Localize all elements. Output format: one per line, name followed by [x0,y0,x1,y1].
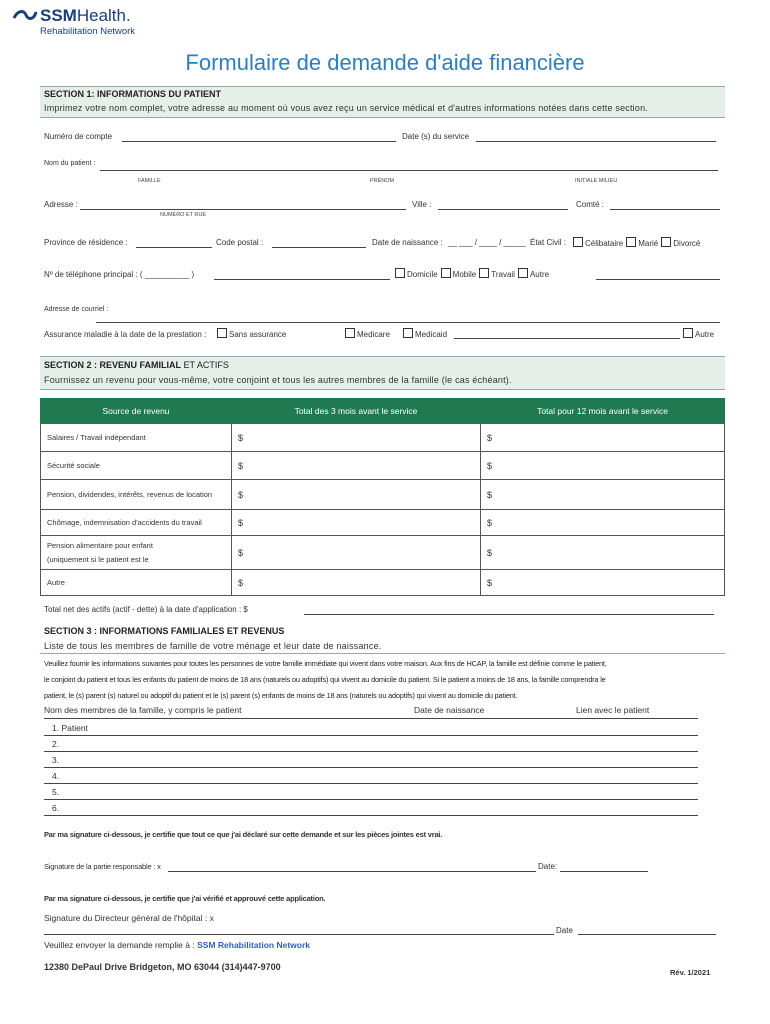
logo-mark-icon [12,8,38,22]
income-source: Sécurité sociale [41,452,232,480]
approval-text: Par ma signature ci-dessous, je certifie que j'ai vérifié et approuvé cette application. [44,894,326,903]
section3-title: SECTION 3 : INFORMATIONS FAMILIALES ET REVENUS [44,626,285,636]
insurance-label: Assurance maladie à la date de la prestation : [44,330,207,339]
income-source: Chômage, indemnisation d'accidents du travail [41,510,232,536]
divorced-checkbox[interactable] [661,237,671,247]
divorced-label: Divorcé [673,239,701,248]
section2-title: SECTION 2 : REVENU FAMILIAL ET ACTIFS [44,360,229,370]
civil-label: État Civil : [530,238,567,247]
income-source-line2: (uniquement si le patient est le [47,555,149,564]
definition-line: Veuillez fournir les informations suivantes pour toutes les personnes de votre famille immédiate qui vivent dans votre maison. Aux fins de HCAP, la famille est définie comme le patient, [44,659,607,668]
director-date-label: Date [556,926,573,935]
street-caption: NUMÉRO ET RUE [160,212,207,218]
uninsured-checkbox[interactable] [217,328,227,338]
mobile-checkbox[interactable] [441,268,451,278]
section2-subtitle: Fournissez un revenu pour vous-même, votre conjoint et tous les autres membres de la famille (le cas échéant). [44,375,512,385]
income-table-header [41,399,725,424]
amount-12-months[interactable]: $ [481,570,725,596]
list-item: 1. Patient [52,723,88,733]
medicare-option [342,328,390,339]
county-input[interactable] [610,209,720,210]
amount-12-months[interactable]: $ [481,510,725,536]
list-item: 2. [52,739,60,749]
logo-subtitle: Rehabilitation Network [40,26,136,37]
col-members: Nom des membres de la famille, y compris le patient [44,705,242,715]
home-label: Domicile [407,270,438,279]
family-caption: FAMILLE [138,178,161,184]
certification-text: Par ma signature ci-dessous, je certifie que tout ce que j'ai déclaré sur cette demande et sur les pièces jointes est vrai. [44,830,443,839]
send-to-link[interactable]: SSM Rehabilitation Network [197,940,310,950]
page-title: Formulaire de demande d'aide financière [185,50,585,75]
header-3-months: Total des 3 mois avant le service [232,399,481,424]
postal-input[interactable] [272,247,366,248]
other-phone-label: Autre [529,270,550,279]
other-insurance-option [680,328,714,339]
medicaid-checkbox[interactable] [403,328,413,338]
birth-input[interactable]: __ ___ / ____ / _____ [448,238,526,247]
amount-12-months[interactable]: $ [481,536,725,570]
single-checkbox[interactable] [573,237,583,247]
county-label: Comté : [576,200,605,209]
list-item: 6. [52,803,60,813]
income-source-line1: Pension alimentaire pour enfant [47,541,153,550]
income-source: Autre [41,570,232,596]
mailing-address: 12380 DePaul Drive Bridgeton, MO 63044 (314)447-9700 [44,962,281,972]
family-definition [44,656,734,704]
single-label: Célibataire [585,239,624,248]
signature-date-label: Date: [538,862,558,871]
uninsured-label: Sans assurance [229,330,287,339]
account-input[interactable] [122,141,396,142]
other-phone-checkbox[interactable] [518,268,528,278]
amount-12-months[interactable]: $ [481,424,725,452]
email-label: Adresse de courriel : [44,306,109,313]
income-source: Pension, dividendes, intérêts, revenus de location [41,480,232,510]
signature-date-input[interactable] [560,871,648,872]
medicaid-label: Medicaid [415,330,448,339]
email-input[interactable] [96,322,720,323]
amount-3-months[interactable]: $ [232,480,481,510]
section1-title: SECTION 1: INFORMATIONS DU PATIENT [44,89,221,99]
account-label: Numéro de compte [44,132,113,141]
home-checkbox[interactable] [395,268,405,278]
amount-12-months[interactable]: $ [481,452,725,480]
logo-name: SSMHealth. [40,6,131,25]
work-label: Travail [491,270,515,279]
patient-name-input[interactable] [100,170,718,171]
married-checkbox[interactable] [626,237,636,247]
income-source [41,536,232,570]
director-signature-input[interactable] [44,934,554,935]
definition-line: le conjoint du patient et tous les enfants du patient de moins de 18 ans (naturels ou adoptifs) qui vivent au domicile du patient. Si le patient a moins de 18 ans, la famille comprendra le [44,675,606,684]
middle-caption: INITIALE MILIEU [575,178,618,184]
responsible-signature-input[interactable] [168,871,536,872]
section1-header [40,86,725,118]
section1-subtitle: Imprimez votre nom complet, votre adresse au moment où vous avez reçu un service médical et d'autres informations notées dans cette section. [44,103,648,113]
member-line[interactable] [44,751,698,752]
other-insurance-label: Autre [695,330,715,339]
amount-3-months[interactable]: $ [232,570,481,596]
table-row [41,452,725,480]
amount-3-months[interactable]: $ [232,536,481,570]
send-instruction [44,940,310,950]
table-row [41,510,725,536]
member-line[interactable] [44,718,698,719]
income-table [40,398,725,596]
list-item: 3. [52,755,60,765]
section3-subtitle: Liste de tous les membres de famille de votre ménage et leur date de naissance. [44,641,382,651]
medicare-checkbox[interactable] [345,328,355,338]
member-line[interactable] [44,735,698,736]
address-input[interactable] [80,209,406,210]
net-assets-label: Total net des actifs (actif - dette) à la date d'application : $ [44,605,248,614]
col-link: Lien avec le patient [576,705,650,715]
mobile-label: Mobile [452,270,477,279]
province-input[interactable] [136,247,212,248]
member-line[interactable] [44,783,698,784]
medicare-label: Medicare [357,330,390,339]
civil-options [570,237,700,248]
uninsured-option [214,328,286,339]
service-date-label: Date (s) du service [402,132,470,141]
amount-3-months[interactable]: $ [232,510,481,536]
member-line[interactable] [44,767,698,768]
revision-label: Rév. 1/2021 [670,968,711,977]
list-item: 5. [52,787,60,797]
send-label: Veuillez envoyer la demande remplie à : [44,940,195,950]
income-source: Salaires / Travail indépendant [41,424,232,452]
amount-3-months[interactable]: $ [232,452,481,480]
postal-label: Code postal : [216,238,264,247]
member-line[interactable] [44,815,698,816]
work-checkbox[interactable] [479,268,489,278]
logo [10,6,152,44]
birth-label: Date de naissance : [372,238,443,247]
other-insurance-checkbox[interactable] [683,328,693,338]
phone-type-options [392,268,549,279]
header-source: Source de revenu [41,399,232,424]
table-row [41,480,725,510]
net-assets-input[interactable] [304,614,714,615]
definition-line: patient, le (s) parent (s) naturel ou adoptif du patient et le (s) parent (s) enfants de moins de 18 ans (naturels ou adoptifs) qui vivent au domicile du patient. [44,691,518,700]
patient-name-label: Nom du patient : [44,160,96,167]
medicaid-input[interactable] [454,338,680,339]
member-line[interactable] [44,799,698,800]
section3-header [40,623,725,654]
province-label: Province de résidence : [44,238,128,247]
director-date-input[interactable] [578,934,716,935]
other-phone-input[interactable] [596,279,720,280]
amount-3-months[interactable]: $ [232,424,481,452]
phone-input[interactable] [214,279,390,280]
address-label: Adresse : [44,200,78,209]
section2-header [40,356,725,390]
amount-12-months[interactable]: $ [481,480,725,510]
table-row [41,424,725,452]
city-input[interactable] [438,209,568,210]
city-label: Ville : [412,200,432,209]
table-row [41,536,725,570]
col-birth: Date de naissance [414,705,485,715]
service-date-input[interactable] [476,141,716,142]
married-label: Marié [638,239,659,248]
director-signature-label: Signature du Directeur général de l'hôpital : x [44,913,214,923]
responsible-signature-label: Signature de la partie responsable : x [44,862,161,871]
list-item: 4. [52,771,60,781]
medicaid-option [400,328,447,339]
phone-label: Nº de téléphone principal : ( __________ ) [44,270,195,279]
header-12-months: Total pour 12 mois avant le service [481,399,725,424]
first-caption: PRÉNOM [370,178,395,184]
table-row [41,570,725,596]
